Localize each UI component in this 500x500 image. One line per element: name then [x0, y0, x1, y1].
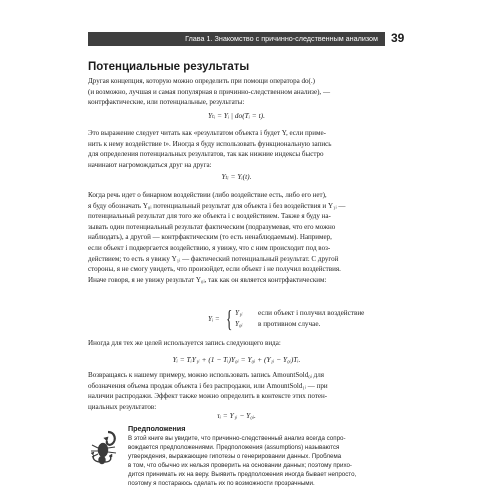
text-line: обозначения объема продаж объекта i без распродажи, или AmountSold₁ᵢ — при — [88, 381, 328, 390]
case-2-condition: в противном случае. — [258, 320, 321, 328]
text-line: Иначе говоря, я не увижу результат Y₀ᵢ, так как он является контрфактическим: — [88, 275, 327, 284]
text-line: если объект i подвергается воздействию, я увижу, что с ним происходит под воз- — [88, 243, 331, 252]
text-line: действием; то есть я увижу Y₁ᵢ — фактический потенциальный результат. С другой — [88, 254, 339, 263]
section-title: Потенциальные результаты — [88, 61, 250, 73]
text-line: нить к нему воздействие t». Иногда я буду использовать функциональную запись — [88, 139, 332, 148]
callout-title: Предположения — [128, 424, 186, 433]
paragraph-3 — [88, 190, 385, 285]
text-line: вождается предположениями. Предположения (assumptions) называются — [128, 443, 340, 451]
assumptions-callout — [88, 424, 385, 500]
text-line: дится принимать их на веру. Выявить предположения иногда бывает непросто, — [128, 470, 357, 478]
text-line: циальных результатов: — [88, 402, 157, 411]
text-line: начинают нагромождаться друг на друга: — [88, 160, 212, 169]
callout-body — [128, 435, 385, 488]
text-line: я буду обозначать Y₀ᵢ потенциальный результат для объекта i без воздействия и Y₁ᵢ — — [88, 201, 346, 210]
text-line: Когда речь идет о бинарном воздействии (либо воздействие есть, либо его нет), — [88, 191, 327, 199]
page-number: 39 — [391, 31, 405, 45]
formula-effect: τᵢ = Y₁ᵢ − Y₀ᵢ. — [217, 411, 256, 420]
text-line: утверждения, выражающие гипотезы о генерировании данных. Проблема — [128, 452, 342, 460]
paragraph-2 — [88, 128, 385, 170]
chapter-title: Глава 1. Знакомство с причинно-следственным анализом — [185, 34, 378, 43]
left-brace-icon: { — [226, 307, 233, 333]
paragraph-5 — [88, 370, 385, 412]
text-line: потенциальный результат для того же объекта i с воздействием. Также я буду на- — [88, 212, 331, 221]
text-line: Это выражение следует читать как «результатом объекта i будет Y, если приме- — [88, 129, 326, 137]
case-2-value: Y₀ᵢ — [235, 320, 243, 328]
text-line: В этой книге вы увидите, что причинно-следственный анализ всегда сопро- — [128, 435, 346, 442]
formula-switching: Yᵢ = TᵢY₁ᵢ + (1 − Tᵢ)Y₀ᵢ = Y₀ᵢ + (Y₁ᵢ − Y₀ᵢ)Tᵢ. — [172, 355, 301, 364]
running-header — [88, 32, 385, 46]
case-1-condition: если объект i получил воздействие — [258, 309, 365, 317]
text-line: (и возможно, лучшая и самая популярная в причинно-следственном анализе), — — [88, 87, 331, 96]
paragraph-4 — [88, 338, 385, 349]
case-1-value: Y₁ᵢ — [235, 309, 243, 317]
text-line: Возвращаясь к нашему примеру, можно использовать запись AmountSold₀ᵢ для — [88, 371, 324, 379]
text-line: Иногда для тех же целей используется запись следующего вида: — [88, 339, 281, 347]
piecewise-formula — [88, 308, 385, 332]
text-line: поэтому я постараюсь сделать их по возможности прозрачными. — [128, 479, 315, 487]
text-line: стороны, я не смогу увидеть, что произойдет, если объект i не получил воздействия. — [88, 265, 341, 274]
text-line: Другая концепция, которую можно определить при помощи оператора do(.) — [88, 77, 315, 85]
text-line: зывать один потенциальный результат фактическим (подразумевая, что его можно — [88, 222, 336, 231]
text-line: для определения потенциальных результатов, так как нижние индексы быстро — [88, 150, 324, 159]
text-line: в том, что обычно их нельзя проверить на основании данных; поэтому прихо- — [128, 461, 352, 469]
text-line: наблюдать), а другой — контрфактическим (то есть ненаблюдаемым). Например, — [88, 233, 332, 242]
text-line: контрфактические, или потенциальные, результаты: — [88, 98, 245, 107]
paragraph-1 — [88, 76, 385, 108]
scorpion-icon — [88, 428, 120, 468]
formula-potential-outcome: Yₜᵢ = Yᵢ | do(Tᵢ = t). — [208, 111, 265, 120]
formula-functional: Yₜᵢ = Yᵢ(t). — [221, 172, 252, 181]
piecewise-lhs: Yᵢ = — [208, 315, 220, 323]
text-line: наличии распродажи. Эффект также можно определить в контексте этих потен- — [88, 392, 328, 401]
